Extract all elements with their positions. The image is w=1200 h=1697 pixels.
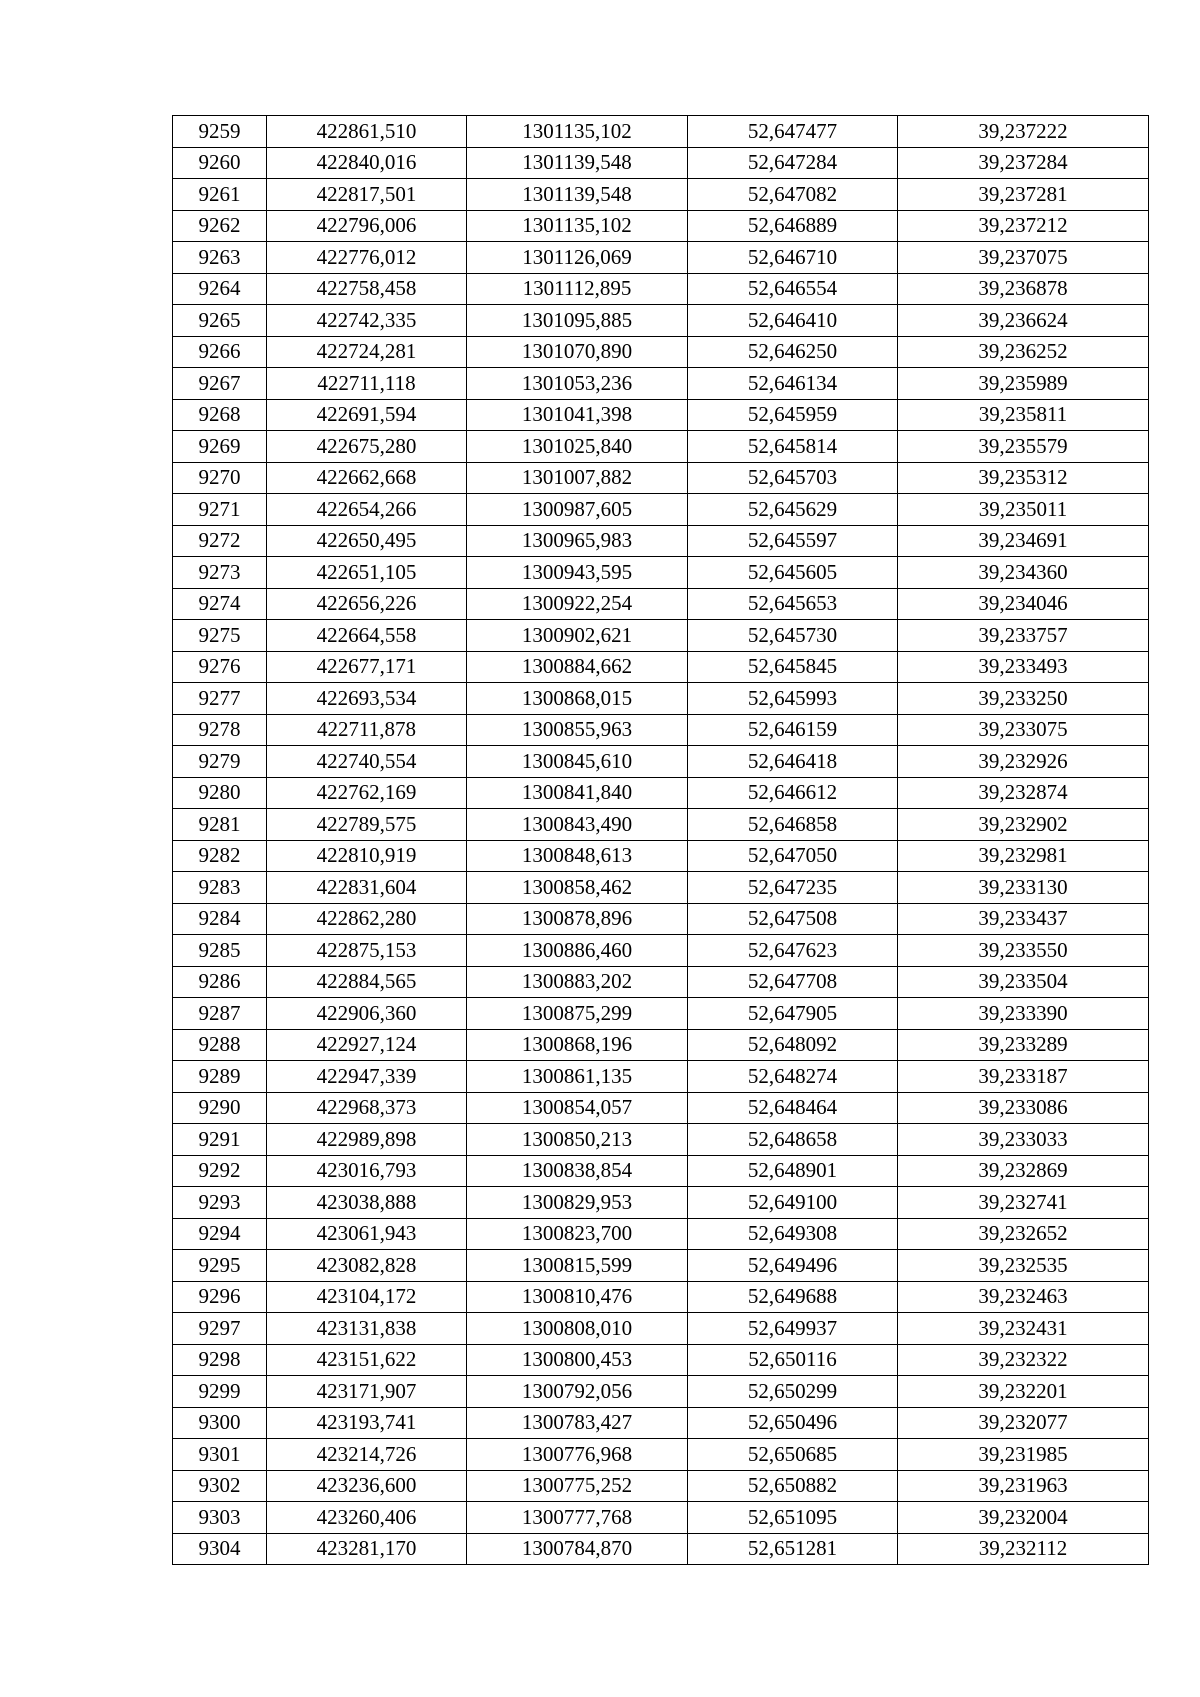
y-coordinate-cell: 1300776,968 <box>467 1439 688 1471</box>
latitude-cell: 52,647477 <box>688 116 898 148</box>
x-coordinate-cell: 422693,534 <box>267 683 467 715</box>
latitude-cell: 52,649688 <box>688 1281 898 1313</box>
point-number-cell: 9274 <box>173 588 267 620</box>
table-row <box>173 683 1149 715</box>
x-coordinate-cell: 422677,171 <box>267 651 467 683</box>
point-number-cell: 9301 <box>173 1439 267 1471</box>
x-coordinate-cell: 422650,495 <box>267 525 467 557</box>
table-row <box>173 494 1149 526</box>
x-coordinate-cell: 422724,281 <box>267 336 467 368</box>
latitude-cell: 52,646250 <box>688 336 898 368</box>
table-row <box>173 1281 1149 1313</box>
table-row <box>173 1061 1149 1093</box>
point-number-cell: 9275 <box>173 620 267 652</box>
latitude-cell: 52,648274 <box>688 1061 898 1093</box>
y-coordinate-cell: 1300841,840 <box>467 777 688 809</box>
longitude-cell: 39,232535 <box>898 1250 1149 1282</box>
y-coordinate-cell: 1301139,548 <box>467 147 688 179</box>
y-coordinate-cell: 1301095,885 <box>467 305 688 337</box>
latitude-cell: 52,649308 <box>688 1218 898 1250</box>
latitude-cell: 52,645703 <box>688 462 898 494</box>
x-coordinate-cell: 422884,565 <box>267 966 467 998</box>
y-coordinate-cell: 1300808,010 <box>467 1313 688 1345</box>
table-row <box>173 525 1149 557</box>
point-number-cell: 9263 <box>173 242 267 274</box>
latitude-cell: 52,646159 <box>688 714 898 746</box>
x-coordinate-cell: 423061,943 <box>267 1218 467 1250</box>
longitude-cell: 39,232869 <box>898 1155 1149 1187</box>
point-number-cell: 9287 <box>173 998 267 1030</box>
latitude-cell: 52,647235 <box>688 872 898 904</box>
y-coordinate-cell: 1300783,427 <box>467 1407 688 1439</box>
x-coordinate-cell: 422711,118 <box>267 368 467 400</box>
latitude-cell: 52,645845 <box>688 651 898 683</box>
x-coordinate-cell: 423214,726 <box>267 1439 467 1471</box>
x-coordinate-cell: 422742,335 <box>267 305 467 337</box>
latitude-cell: 52,646410 <box>688 305 898 337</box>
y-coordinate-cell: 1301135,102 <box>467 210 688 242</box>
longitude-cell: 39,232902 <box>898 809 1149 841</box>
y-coordinate-cell: 1300883,202 <box>467 966 688 998</box>
x-coordinate-cell: 423281,170 <box>267 1533 467 1565</box>
latitude-cell: 52,650116 <box>688 1344 898 1376</box>
y-coordinate-cell: 1300810,476 <box>467 1281 688 1313</box>
table-row <box>173 242 1149 274</box>
longitude-cell: 39,234046 <box>898 588 1149 620</box>
x-coordinate-cell: 423082,828 <box>267 1250 467 1282</box>
longitude-cell: 39,234360 <box>898 557 1149 589</box>
y-coordinate-cell: 1300843,490 <box>467 809 688 841</box>
table-row <box>173 588 1149 620</box>
table-row <box>173 998 1149 1030</box>
longitude-cell: 39,232112 <box>898 1533 1149 1565</box>
point-number-cell: 9295 <box>173 1250 267 1282</box>
point-number-cell: 9296 <box>173 1281 267 1313</box>
table-row <box>173 714 1149 746</box>
longitude-cell: 39,232431 <box>898 1313 1149 1345</box>
x-coordinate-cell: 422927,124 <box>267 1029 467 1061</box>
y-coordinate-cell: 1300861,135 <box>467 1061 688 1093</box>
longitude-cell: 39,233757 <box>898 620 1149 652</box>
coordinates-table <box>172 115 1149 1565</box>
y-coordinate-cell: 1300850,213 <box>467 1124 688 1156</box>
point-number-cell: 9285 <box>173 935 267 967</box>
longitude-cell: 39,235312 <box>898 462 1149 494</box>
point-number-cell: 9268 <box>173 399 267 431</box>
table-row <box>173 147 1149 179</box>
y-coordinate-cell: 1301126,069 <box>467 242 688 274</box>
x-coordinate-cell: 422789,575 <box>267 809 467 841</box>
point-number-cell: 9272 <box>173 525 267 557</box>
x-coordinate-cell: 422906,360 <box>267 998 467 1030</box>
x-coordinate-cell: 423038,888 <box>267 1187 467 1219</box>
y-coordinate-cell: 1300922,254 <box>467 588 688 620</box>
point-number-cell: 9284 <box>173 903 267 935</box>
longitude-cell: 39,237281 <box>898 179 1149 211</box>
point-number-cell: 9282 <box>173 840 267 872</box>
point-number-cell: 9300 <box>173 1407 267 1439</box>
x-coordinate-cell: 422656,226 <box>267 588 467 620</box>
longitude-cell: 39,231963 <box>898 1470 1149 1502</box>
longitude-cell: 39,233250 <box>898 683 1149 715</box>
point-number-cell: 9267 <box>173 368 267 400</box>
x-coordinate-cell: 422740,554 <box>267 746 467 778</box>
longitude-cell: 39,235811 <box>898 399 1149 431</box>
latitude-cell: 52,650299 <box>688 1376 898 1408</box>
point-number-cell: 9286 <box>173 966 267 998</box>
latitude-cell: 52,645730 <box>688 620 898 652</box>
table-row <box>173 1313 1149 1345</box>
y-coordinate-cell: 1301135,102 <box>467 116 688 148</box>
point-number-cell: 9288 <box>173 1029 267 1061</box>
longitude-cell: 39,232652 <box>898 1218 1149 1250</box>
table-row <box>173 1502 1149 1534</box>
y-coordinate-cell: 1300858,462 <box>467 872 688 904</box>
latitude-cell: 52,647508 <box>688 903 898 935</box>
x-coordinate-cell: 423016,793 <box>267 1155 467 1187</box>
y-coordinate-cell: 1301112,895 <box>467 273 688 305</box>
x-coordinate-cell: 422817,501 <box>267 179 467 211</box>
x-coordinate-cell: 422651,105 <box>267 557 467 589</box>
longitude-cell: 39,235989 <box>898 368 1149 400</box>
table-row <box>173 1376 1149 1408</box>
latitude-cell: 52,646858 <box>688 809 898 841</box>
longitude-cell: 39,232463 <box>898 1281 1149 1313</box>
point-number-cell: 9278 <box>173 714 267 746</box>
y-coordinate-cell: 1300965,983 <box>467 525 688 557</box>
longitude-cell: 39,233390 <box>898 998 1149 1030</box>
longitude-cell: 39,231985 <box>898 1439 1149 1471</box>
x-coordinate-cell: 422861,510 <box>267 116 467 148</box>
longitude-cell: 39,233075 <box>898 714 1149 746</box>
longitude-cell: 39,232201 <box>898 1376 1149 1408</box>
latitude-cell: 52,645653 <box>688 588 898 620</box>
table-row <box>173 966 1149 998</box>
point-number-cell: 9290 <box>173 1092 267 1124</box>
table-row <box>173 1218 1149 1250</box>
table-row <box>173 1092 1149 1124</box>
table-row <box>173 872 1149 904</box>
longitude-cell: 39,232077 <box>898 1407 1149 1439</box>
latitude-cell: 52,649937 <box>688 1313 898 1345</box>
latitude-cell: 52,647082 <box>688 179 898 211</box>
table-row <box>173 273 1149 305</box>
x-coordinate-cell: 422675,280 <box>267 431 467 463</box>
table-row <box>173 1250 1149 1282</box>
y-coordinate-cell: 1300845,610 <box>467 746 688 778</box>
y-coordinate-cell: 1300868,196 <box>467 1029 688 1061</box>
x-coordinate-cell: 422758,458 <box>267 273 467 305</box>
latitude-cell: 52,647905 <box>688 998 898 1030</box>
table-row <box>173 651 1149 683</box>
table-row <box>173 746 1149 778</box>
table-row <box>173 1470 1149 1502</box>
x-coordinate-cell: 422654,266 <box>267 494 467 526</box>
x-coordinate-cell: 422862,280 <box>267 903 467 935</box>
coordinates-table-body <box>173 116 1149 1565</box>
longitude-cell: 39,235579 <box>898 431 1149 463</box>
x-coordinate-cell: 422947,339 <box>267 1061 467 1093</box>
y-coordinate-cell: 1301139,548 <box>467 179 688 211</box>
y-coordinate-cell: 1300886,460 <box>467 935 688 967</box>
y-coordinate-cell: 1300943,595 <box>467 557 688 589</box>
latitude-cell: 52,648464 <box>688 1092 898 1124</box>
point-number-cell: 9271 <box>173 494 267 526</box>
y-coordinate-cell: 1300838,854 <box>467 1155 688 1187</box>
latitude-cell: 52,646710 <box>688 242 898 274</box>
latitude-cell: 52,649496 <box>688 1250 898 1282</box>
longitude-cell: 39,233504 <box>898 966 1149 998</box>
point-number-cell: 9260 <box>173 147 267 179</box>
table-row <box>173 777 1149 809</box>
table-row <box>173 1533 1149 1565</box>
latitude-cell: 52,646612 <box>688 777 898 809</box>
latitude-cell: 52,647050 <box>688 840 898 872</box>
longitude-cell: 39,233086 <box>898 1092 1149 1124</box>
table-row <box>173 116 1149 148</box>
longitude-cell: 39,232004 <box>898 1502 1149 1534</box>
point-number-cell: 9292 <box>173 1155 267 1187</box>
point-number-cell: 9304 <box>173 1533 267 1565</box>
latitude-cell: 52,650496 <box>688 1407 898 1439</box>
x-coordinate-cell: 422831,604 <box>267 872 467 904</box>
point-number-cell: 9283 <box>173 872 267 904</box>
longitude-cell: 39,236878 <box>898 273 1149 305</box>
y-coordinate-cell: 1300784,870 <box>467 1533 688 1565</box>
x-coordinate-cell: 423171,907 <box>267 1376 467 1408</box>
x-coordinate-cell: 423104,172 <box>267 1281 467 1313</box>
point-number-cell: 9265 <box>173 305 267 337</box>
point-number-cell: 9302 <box>173 1470 267 1502</box>
point-number-cell: 9299 <box>173 1376 267 1408</box>
point-number-cell: 9264 <box>173 273 267 305</box>
point-number-cell: 9280 <box>173 777 267 809</box>
point-number-cell: 9269 <box>173 431 267 463</box>
x-coordinate-cell: 422875,153 <box>267 935 467 967</box>
latitude-cell: 52,646418 <box>688 746 898 778</box>
table-row <box>173 1029 1149 1061</box>
point-number-cell: 9276 <box>173 651 267 683</box>
table-row <box>173 1187 1149 1219</box>
latitude-cell: 52,648901 <box>688 1155 898 1187</box>
x-coordinate-cell: 422840,016 <box>267 147 467 179</box>
x-coordinate-cell: 422776,012 <box>267 242 467 274</box>
longitude-cell: 39,233187 <box>898 1061 1149 1093</box>
table-row <box>173 368 1149 400</box>
latitude-cell: 52,645629 <box>688 494 898 526</box>
longitude-cell: 39,233130 <box>898 872 1149 904</box>
x-coordinate-cell: 423131,838 <box>267 1313 467 1345</box>
longitude-cell: 39,232874 <box>898 777 1149 809</box>
table-row <box>173 399 1149 431</box>
table-row <box>173 1344 1149 1376</box>
latitude-cell: 52,645605 <box>688 557 898 589</box>
x-coordinate-cell: 422662,668 <box>267 462 467 494</box>
latitude-cell: 52,646134 <box>688 368 898 400</box>
point-number-cell: 9289 <box>173 1061 267 1093</box>
latitude-cell: 52,648658 <box>688 1124 898 1156</box>
y-coordinate-cell: 1300987,605 <box>467 494 688 526</box>
longitude-cell: 39,232926 <box>898 746 1149 778</box>
table-row <box>173 462 1149 494</box>
table-row <box>173 840 1149 872</box>
point-number-cell: 9261 <box>173 179 267 211</box>
longitude-cell: 39,233033 <box>898 1124 1149 1156</box>
longitude-cell: 39,232981 <box>898 840 1149 872</box>
longitude-cell: 39,234691 <box>898 525 1149 557</box>
point-number-cell: 9281 <box>173 809 267 841</box>
longitude-cell: 39,233437 <box>898 903 1149 935</box>
y-coordinate-cell: 1300792,056 <box>467 1376 688 1408</box>
table-row <box>173 1124 1149 1156</box>
latitude-cell: 52,651281 <box>688 1533 898 1565</box>
y-coordinate-cell: 1300868,015 <box>467 683 688 715</box>
latitude-cell: 52,650685 <box>688 1439 898 1471</box>
point-number-cell: 9279 <box>173 746 267 778</box>
longitude-cell: 39,236624 <box>898 305 1149 337</box>
latitude-cell: 52,649100 <box>688 1187 898 1219</box>
y-coordinate-cell: 1301070,890 <box>467 336 688 368</box>
y-coordinate-cell: 1300875,299 <box>467 998 688 1030</box>
longitude-cell: 39,233493 <box>898 651 1149 683</box>
y-coordinate-cell: 1300854,057 <box>467 1092 688 1124</box>
x-coordinate-cell: 423260,406 <box>267 1502 467 1534</box>
longitude-cell: 39,233550 <box>898 935 1149 967</box>
longitude-cell: 39,232741 <box>898 1187 1149 1219</box>
x-coordinate-cell: 423236,600 <box>267 1470 467 1502</box>
y-coordinate-cell: 1300823,700 <box>467 1218 688 1250</box>
point-number-cell: 9303 <box>173 1502 267 1534</box>
y-coordinate-cell: 1301007,882 <box>467 462 688 494</box>
point-number-cell: 9294 <box>173 1218 267 1250</box>
y-coordinate-cell: 1300855,963 <box>467 714 688 746</box>
latitude-cell: 52,645597 <box>688 525 898 557</box>
x-coordinate-cell: 423193,741 <box>267 1407 467 1439</box>
y-coordinate-cell: 1301053,236 <box>467 368 688 400</box>
latitude-cell: 52,648092 <box>688 1029 898 1061</box>
latitude-cell: 52,650882 <box>688 1470 898 1502</box>
y-coordinate-cell: 1301041,398 <box>467 399 688 431</box>
longitude-cell: 39,235011 <box>898 494 1149 526</box>
point-number-cell: 9270 <box>173 462 267 494</box>
point-number-cell: 9277 <box>173 683 267 715</box>
y-coordinate-cell: 1300775,252 <box>467 1470 688 1502</box>
latitude-cell: 52,645814 <box>688 431 898 463</box>
x-coordinate-cell: 422711,878 <box>267 714 467 746</box>
y-coordinate-cell: 1300800,453 <box>467 1344 688 1376</box>
point-number-cell: 9298 <box>173 1344 267 1376</box>
latitude-cell: 52,646554 <box>688 273 898 305</box>
longitude-cell: 39,232322 <box>898 1344 1149 1376</box>
table-row <box>173 336 1149 368</box>
x-coordinate-cell: 423151,622 <box>267 1344 467 1376</box>
y-coordinate-cell: 1300884,662 <box>467 651 688 683</box>
point-number-cell: 9293 <box>173 1187 267 1219</box>
x-coordinate-cell: 422762,169 <box>267 777 467 809</box>
x-coordinate-cell: 422664,558 <box>267 620 467 652</box>
latitude-cell: 52,647623 <box>688 935 898 967</box>
longitude-cell: 39,237284 <box>898 147 1149 179</box>
table-row <box>173 620 1149 652</box>
table-row <box>173 903 1149 935</box>
latitude-cell: 52,647708 <box>688 966 898 998</box>
longitude-cell: 39,237212 <box>898 210 1149 242</box>
table-row <box>173 935 1149 967</box>
table-row <box>173 305 1149 337</box>
table-row <box>173 431 1149 463</box>
point-number-cell: 9262 <box>173 210 267 242</box>
table-row <box>173 179 1149 211</box>
table-row <box>173 1407 1149 1439</box>
point-number-cell: 9273 <box>173 557 267 589</box>
y-coordinate-cell: 1301025,840 <box>467 431 688 463</box>
y-coordinate-cell: 1300829,953 <box>467 1187 688 1219</box>
x-coordinate-cell: 422968,373 <box>267 1092 467 1124</box>
latitude-cell: 52,645993 <box>688 683 898 715</box>
x-coordinate-cell: 422691,594 <box>267 399 467 431</box>
longitude-cell: 39,237222 <box>898 116 1149 148</box>
latitude-cell: 52,647284 <box>688 147 898 179</box>
table-row <box>173 210 1149 242</box>
y-coordinate-cell: 1300848,613 <box>467 840 688 872</box>
x-coordinate-cell: 422810,919 <box>267 840 467 872</box>
longitude-cell: 39,233289 <box>898 1029 1149 1061</box>
point-number-cell: 9266 <box>173 336 267 368</box>
longitude-cell: 39,236252 <box>898 336 1149 368</box>
table-row <box>173 557 1149 589</box>
longitude-cell: 39,237075 <box>898 242 1149 274</box>
x-coordinate-cell: 422989,898 <box>267 1124 467 1156</box>
y-coordinate-cell: 1300777,768 <box>467 1502 688 1534</box>
y-coordinate-cell: 1300878,896 <box>467 903 688 935</box>
table-row <box>173 1155 1149 1187</box>
y-coordinate-cell: 1300902,621 <box>467 620 688 652</box>
latitude-cell: 52,651095 <box>688 1502 898 1534</box>
latitude-cell: 52,646889 <box>688 210 898 242</box>
point-number-cell: 9297 <box>173 1313 267 1345</box>
point-number-cell: 9291 <box>173 1124 267 1156</box>
table-row <box>173 809 1149 841</box>
x-coordinate-cell: 422796,006 <box>267 210 467 242</box>
latitude-cell: 52,645959 <box>688 399 898 431</box>
table-row <box>173 1439 1149 1471</box>
point-number-cell: 9259 <box>173 116 267 148</box>
y-coordinate-cell: 1300815,599 <box>467 1250 688 1282</box>
